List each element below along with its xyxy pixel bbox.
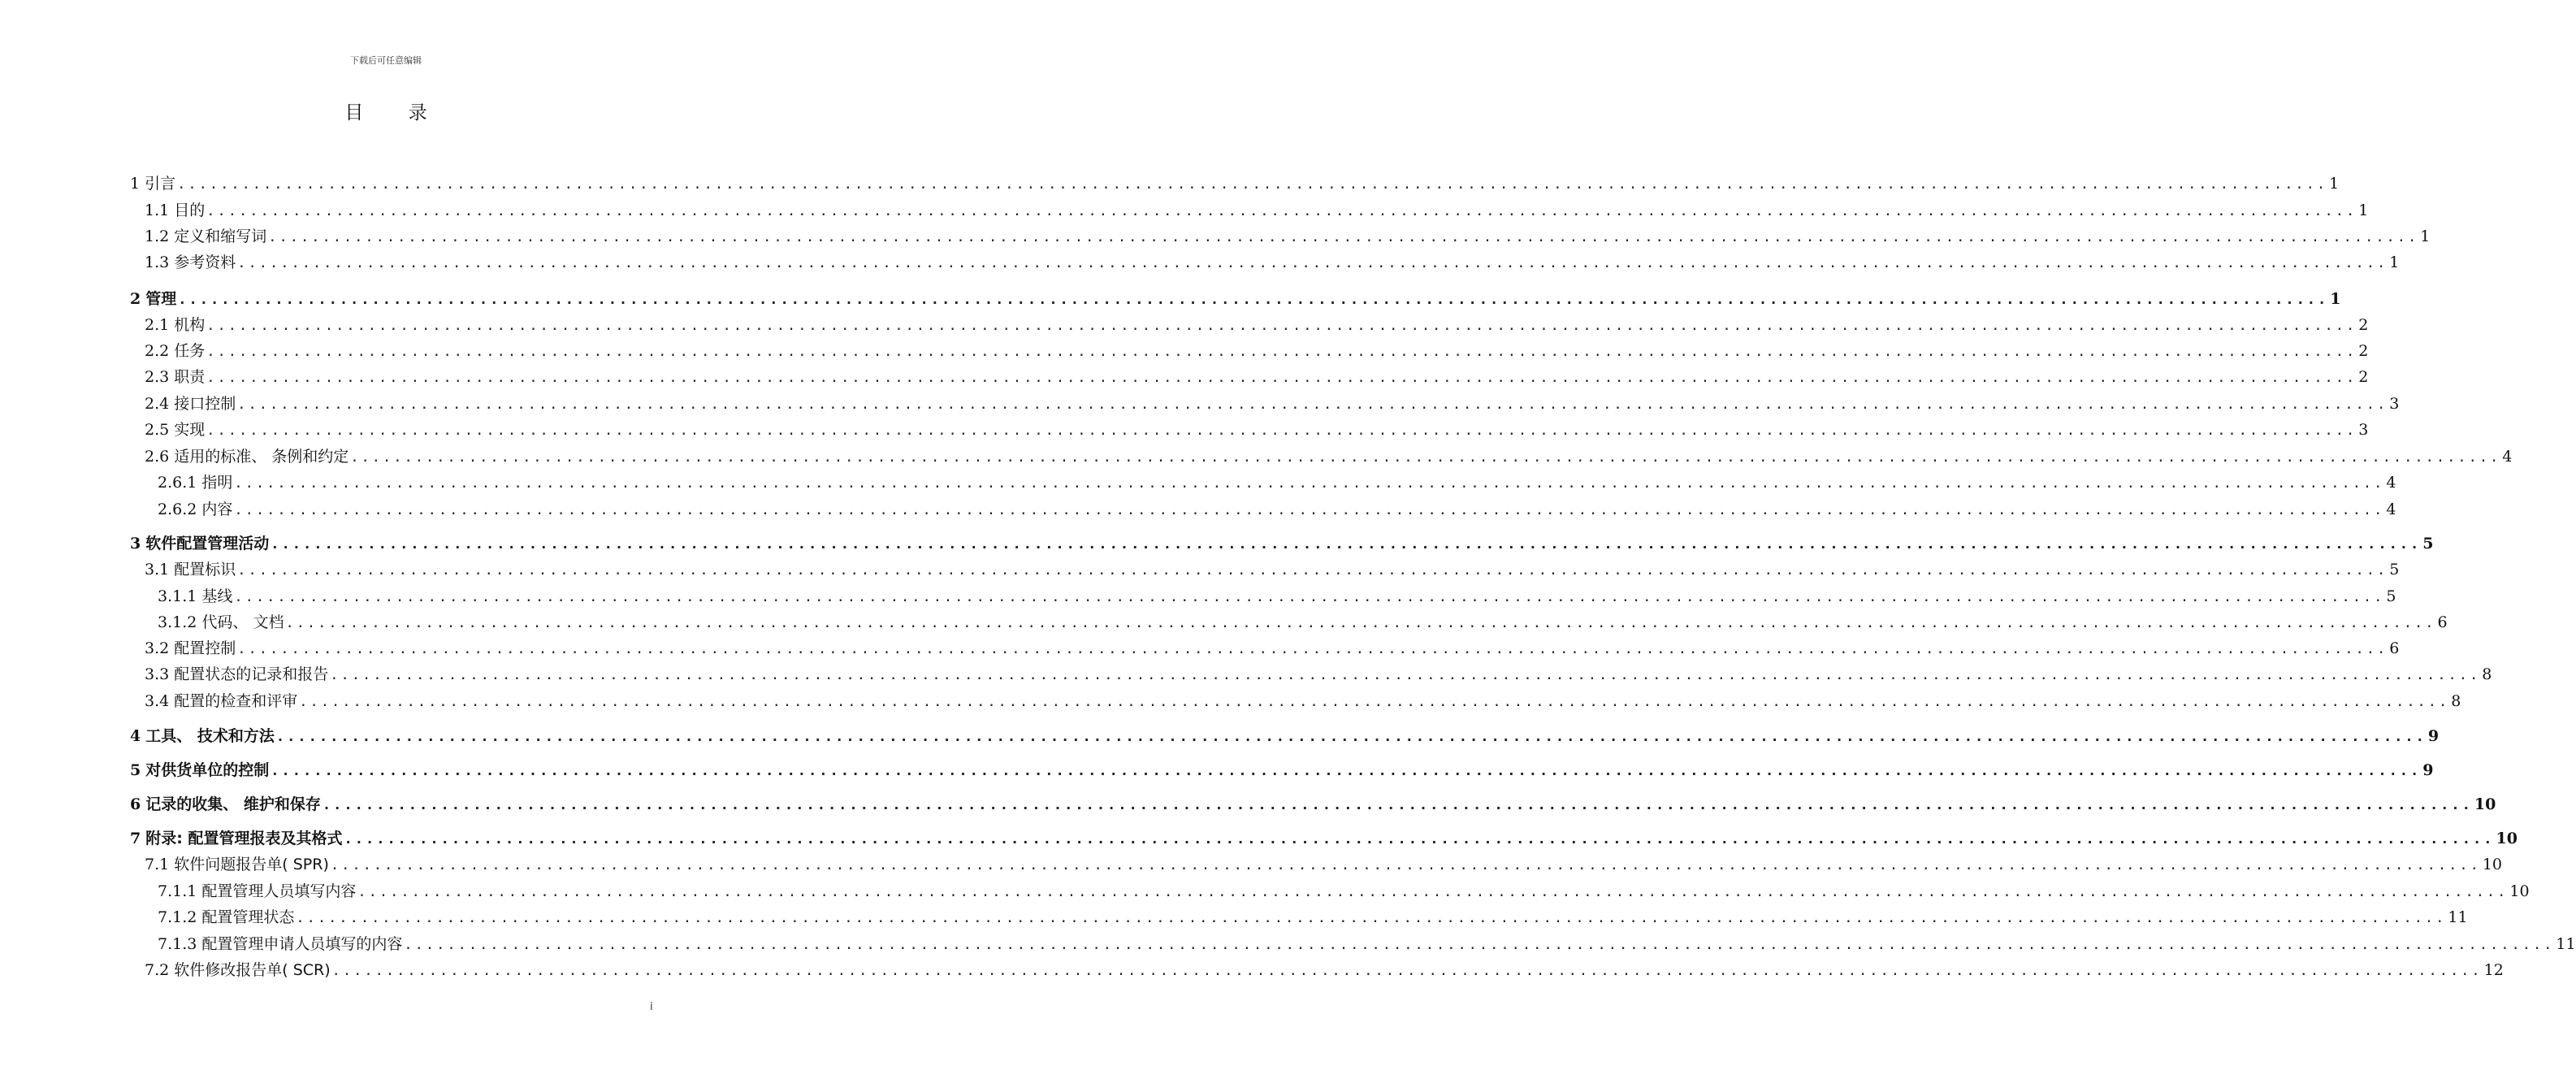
toc-entry[interactable] <box>158 933 2576 956</box>
toc-entry[interactable] <box>130 759 2434 782</box>
toc-entry-label <box>130 793 321 816</box>
toc-entry[interactable] <box>130 793 2496 816</box>
toc-entry[interactable] <box>145 314 2369 336</box>
toc-entry[interactable] <box>145 392 2400 415</box>
toc-leader-dots: ........................................................................................................................................................................................................ <box>206 203 2357 219</box>
toc-entry-number: 5 <box>130 761 141 779</box>
toc-entry[interactable] <box>145 418 2369 441</box>
toc-entry-text: 配置的检查和评审 <box>174 692 298 710</box>
toc-entry-number: 7.1 <box>145 856 170 873</box>
toc-entry-number: 7.1.2 <box>158 908 197 926</box>
toc-leader-dots: ........................................................................................................................................................................................................ <box>275 729 2427 745</box>
toc-entry-label <box>145 853 329 876</box>
toc-leader-dots: ........................................................................................................................................................................................................ <box>237 396 2388 413</box>
toc-leader-dots: ........................................................................................................................................................................................................ <box>178 292 2329 308</box>
toc-entry[interactable] <box>145 853 2503 876</box>
toc-entry-page: 2 <box>2358 316 2369 334</box>
toc-entry[interactable] <box>158 611 2448 634</box>
toc-leader-dots: ........................................................................................................................................................................................................ <box>344 831 2495 847</box>
toc-entry-number: 7.1.1 <box>158 882 197 900</box>
toc-entry-label <box>145 340 205 362</box>
toc-entry-text: 配置管理申请人员填写的内容 <box>201 935 403 953</box>
toc-entry-text: 配置管理人员填写内容 <box>201 882 357 900</box>
toc-entry-page: 4 <box>2502 448 2513 466</box>
toc-entry-text: 参考资料 <box>174 254 236 271</box>
toc-entry-label <box>145 199 205 222</box>
toc-entry-label <box>145 251 236 274</box>
toc-entry[interactable] <box>145 690 2461 713</box>
toc-entry-number: 7 <box>130 830 141 847</box>
toc-entry-label <box>145 225 266 248</box>
toc-leader-dots: ........................................................................................................................................................................................................ <box>271 536 2422 552</box>
toc-entry-text: 记录的收集、 维护和保存 <box>145 795 321 813</box>
toc-leader-dots: ........................................................................................................................................................................................................ <box>357 884 2509 900</box>
toc-entry-number: 2.2 <box>145 342 170 360</box>
toc-entry[interactable] <box>158 471 2396 494</box>
toc-entry-text: 管理 <box>145 290 177 308</box>
toc-entry-page: 6 <box>2389 639 2400 657</box>
toc-entry-number: 2.1 <box>145 316 170 334</box>
toc-entry-label <box>158 611 284 634</box>
toc-entry-page: 4 <box>2386 474 2396 492</box>
toc-leader-dots: ........................................................................................................................................................................................................ <box>206 344 2357 360</box>
toc-entry-text: 配置控制 <box>174 639 236 657</box>
toc-entry-text: 代码、 文档 <box>201 613 284 631</box>
toc-entry-label <box>158 906 294 929</box>
toc-entry-number: 1.1 <box>145 202 170 219</box>
toc-entry-page: 9 <box>2422 761 2434 779</box>
toc-leader-dots: ........................................................................................................................................................................................................ <box>285 615 2436 631</box>
toc-entry-label <box>145 663 328 686</box>
toc-entry-label <box>158 498 232 521</box>
toc-entry-page: 5 <box>2389 561 2400 578</box>
toc-entry-page: 5 <box>2386 587 2396 605</box>
toc-leader-dots: ........................................................................................................................................................................................................ <box>271 763 2422 779</box>
toc-entry-label <box>145 637 236 660</box>
page-title: 目 录 <box>344 102 447 124</box>
toc-entry-page: 4 <box>2386 500 2396 518</box>
toc-entry-number: 1.3 <box>145 254 170 271</box>
toc-leader-dots: ........................................................................................................................................................................................................ <box>404 937 2555 953</box>
toc-entry-text: 内容 <box>201 500 233 518</box>
toc-entry-text: 引言 <box>145 175 176 193</box>
toc-entry-number: 1.2 <box>145 228 170 245</box>
toc-leader-dots: ........................................................................................................................................................................................................ <box>330 667 2481 683</box>
toc-entry-page: 3 <box>2389 395 2400 413</box>
toc-entry-page: 1 <box>2389 254 2400 271</box>
toc-entry-number: 2.5 <box>145 421 170 439</box>
toc-entry-text: 附录: 配置管理报表及其格式 <box>145 830 343 847</box>
toc-entry-label <box>158 471 232 494</box>
toc-leader-dots: ........................................................................................................................................................................................................ <box>330 857 2481 873</box>
toc-entry-number: 4 <box>130 727 141 745</box>
toc-entry-page: 11 <box>2448 908 2468 926</box>
toc-entry-page: 1 <box>2358 202 2369 219</box>
toc-entry-text: 配置标识 <box>174 561 236 578</box>
toc-entry-text: 软件修改报告单( SCR) <box>174 961 331 979</box>
toc-entry[interactable] <box>130 288 2341 310</box>
toc-entry-page: 10 <box>2474 795 2496 813</box>
toc-entry-label <box>145 445 349 468</box>
toc-leader-dots: ........................................................................................................................................................................................................ <box>206 318 2357 334</box>
toc-leader-dots: ........................................................................................................................................................................................................ <box>268 229 2419 245</box>
toc-leader-dots: ........................................................................................................................................................................................................ <box>177 176 2328 193</box>
toc-entry-label <box>158 933 402 956</box>
toc-entry-text: 软件配置管理活动 <box>145 535 270 552</box>
toc-leader-dots: ........................................................................................................................................................................................................ <box>234 502 2385 518</box>
toc-leader-dots: ........................................................................................................................................................................................................ <box>350 449 2501 466</box>
toc-entry-text: 接口控制 <box>174 395 236 413</box>
toc-entry-page: 5 <box>2422 535 2434 552</box>
toc-entry-page: 2 <box>2358 368 2369 386</box>
toc-entry-number: 2.4 <box>145 395 170 413</box>
toc-entry-label <box>158 880 356 903</box>
toc-entry-label <box>130 725 275 748</box>
toc-entry-label <box>130 827 343 850</box>
toc-entry-label <box>130 759 269 782</box>
toc-entry-number: 1 <box>130 175 141 193</box>
toc-entry[interactable] <box>158 880 2530 903</box>
toc-entry-label <box>145 418 205 441</box>
toc-entry-text: 机构 <box>174 316 206 334</box>
toc-entry-text: 目的 <box>174 202 206 219</box>
toc-entry-page: 1 <box>2330 290 2341 308</box>
toc-entry-page: 12 <box>2483 961 2504 979</box>
toc-entry[interactable] <box>158 585 2396 608</box>
toc-entry-page: 11 <box>2556 935 2576 953</box>
toc-entry[interactable] <box>145 340 2369 362</box>
toc-entry[interactable] <box>158 906 2468 929</box>
toc-entry-label <box>130 172 175 195</box>
toc-entry-text: 指明 <box>201 474 233 492</box>
toc-entry-page: 9 <box>2427 727 2440 745</box>
toc-leader-dots: ........................................................................................................................................................................................................ <box>237 255 2388 271</box>
toc-leader-dots: ........................................................................................................................................................................................................ <box>237 641 2388 657</box>
toc-entry-text: 实现 <box>174 421 206 439</box>
footer-page-number: i <box>650 1001 653 1013</box>
toc-entry-text: 工具、 技术和方法 <box>145 727 275 745</box>
toc-entry[interactable] <box>145 637 2400 660</box>
toc-entry-number: 7.1.3 <box>158 935 197 953</box>
toc-entry[interactable] <box>145 558 2400 581</box>
toc-entry-number: 2.3 <box>145 368 170 386</box>
toc-leader-dots: ........................................................................................................................................................................................................ <box>322 797 2473 813</box>
toc-leader-dots: ........................................................................................................................................................................................................ <box>299 694 2450 710</box>
toc-entry[interactable] <box>130 827 2518 850</box>
toc-entry-label <box>145 366 205 388</box>
toc-entry-text: 任务 <box>174 342 206 360</box>
toc-entry-text: 配置管理状态 <box>201 908 295 926</box>
toc-entry-label <box>130 532 269 555</box>
toc-leader-dots: ........................................................................................................................................................................................................ <box>206 370 2357 386</box>
toc-entry-label <box>145 392 236 415</box>
toc-entry[interactable] <box>130 725 2440 748</box>
toc-entry-number: 2 <box>130 290 141 308</box>
toc-entry[interactable] <box>145 663 2492 686</box>
toc-entry-page: 8 <box>2482 665 2492 683</box>
toc-entry-number: 2.6.1 <box>158 474 197 492</box>
toc-entry-page: 8 <box>2451 692 2461 710</box>
toc-entry-label <box>130 288 176 310</box>
toc-entry-text: 软件问题报告单( SPR) <box>174 856 329 873</box>
toc-entry[interactable] <box>145 225 2431 248</box>
toc-entry-page: 2 <box>2358 342 2369 360</box>
toc-entry-text: 定义和缩写词 <box>174 228 267 245</box>
toc-entry-label <box>145 690 297 713</box>
toc-entry-text: 基线 <box>201 587 233 605</box>
toc-entry[interactable] <box>145 959 2504 982</box>
toc-entry-number: 3.3 <box>145 665 170 683</box>
toc-entry-number: 3 <box>130 535 141 552</box>
toc-entry-number: 3.1.2 <box>158 613 197 631</box>
toc-leader-dots: ........................................................................................................................................................................................................ <box>331 963 2483 979</box>
toc-entry[interactable] <box>130 172 2340 195</box>
toc-entry-label <box>145 558 236 581</box>
toc-entry[interactable] <box>145 251 2400 274</box>
toc-leader-dots: ........................................................................................................................................................................................................ <box>234 475 2385 492</box>
toc-entry-page: 10 <box>2509 882 2530 900</box>
toc-entry-text: 对供货单位的控制 <box>145 761 270 779</box>
toc-entry-number: 2.6 <box>145 448 170 466</box>
toc-entry-page: 10 <box>2496 830 2518 847</box>
toc-entry[interactable] <box>158 498 2396 521</box>
toc-entry-number: 6 <box>130 795 141 813</box>
toc-entry-page: 1 <box>2420 228 2431 245</box>
toc-entry-number: 3.2 <box>145 639 170 657</box>
toc-entry-page: 6 <box>2437 613 2448 631</box>
toc-leader-dots: ........................................................................................................................................................................................................ <box>237 562 2388 578</box>
toc-entry-page: 3 <box>2358 421 2369 439</box>
toc-entry-page: 10 <box>2482 856 2503 873</box>
toc-entry-number: 3.1 <box>145 561 170 578</box>
toc-entry-number: 7.2 <box>145 961 170 979</box>
toc-entry[interactable] <box>145 366 2369 388</box>
toc-entry-label <box>145 314 205 336</box>
header-note: 下载后可任意编辑 <box>350 55 422 66</box>
toc-entry[interactable] <box>145 199 2369 222</box>
toc-leader-dots: ........................................................................................................................................................................................................ <box>234 589 2385 605</box>
toc-entry-number: 3.4 <box>145 692 170 710</box>
toc-entry-label <box>158 585 232 608</box>
toc-entry[interactable] <box>130 532 2434 555</box>
toc-leader-dots: ........................................................................................................................................................................................................ <box>206 422 2357 439</box>
toc-entry[interactable] <box>145 445 2513 468</box>
toc-entry-text: 配置状态的记录和报告 <box>174 665 329 683</box>
toc-leader-dots: ........................................................................................................................................................................................................ <box>296 910 2447 926</box>
toc-entry-text: 适用的标准、 条例和约定 <box>174 448 349 466</box>
toc-entry-text: 职责 <box>174 368 206 386</box>
toc-entry-number: 2.6.2 <box>158 500 197 518</box>
toc-entry-page: 1 <box>2329 175 2340 193</box>
toc-entry-label <box>145 959 331 982</box>
toc-entry-number: 3.1.1 <box>158 587 197 605</box>
